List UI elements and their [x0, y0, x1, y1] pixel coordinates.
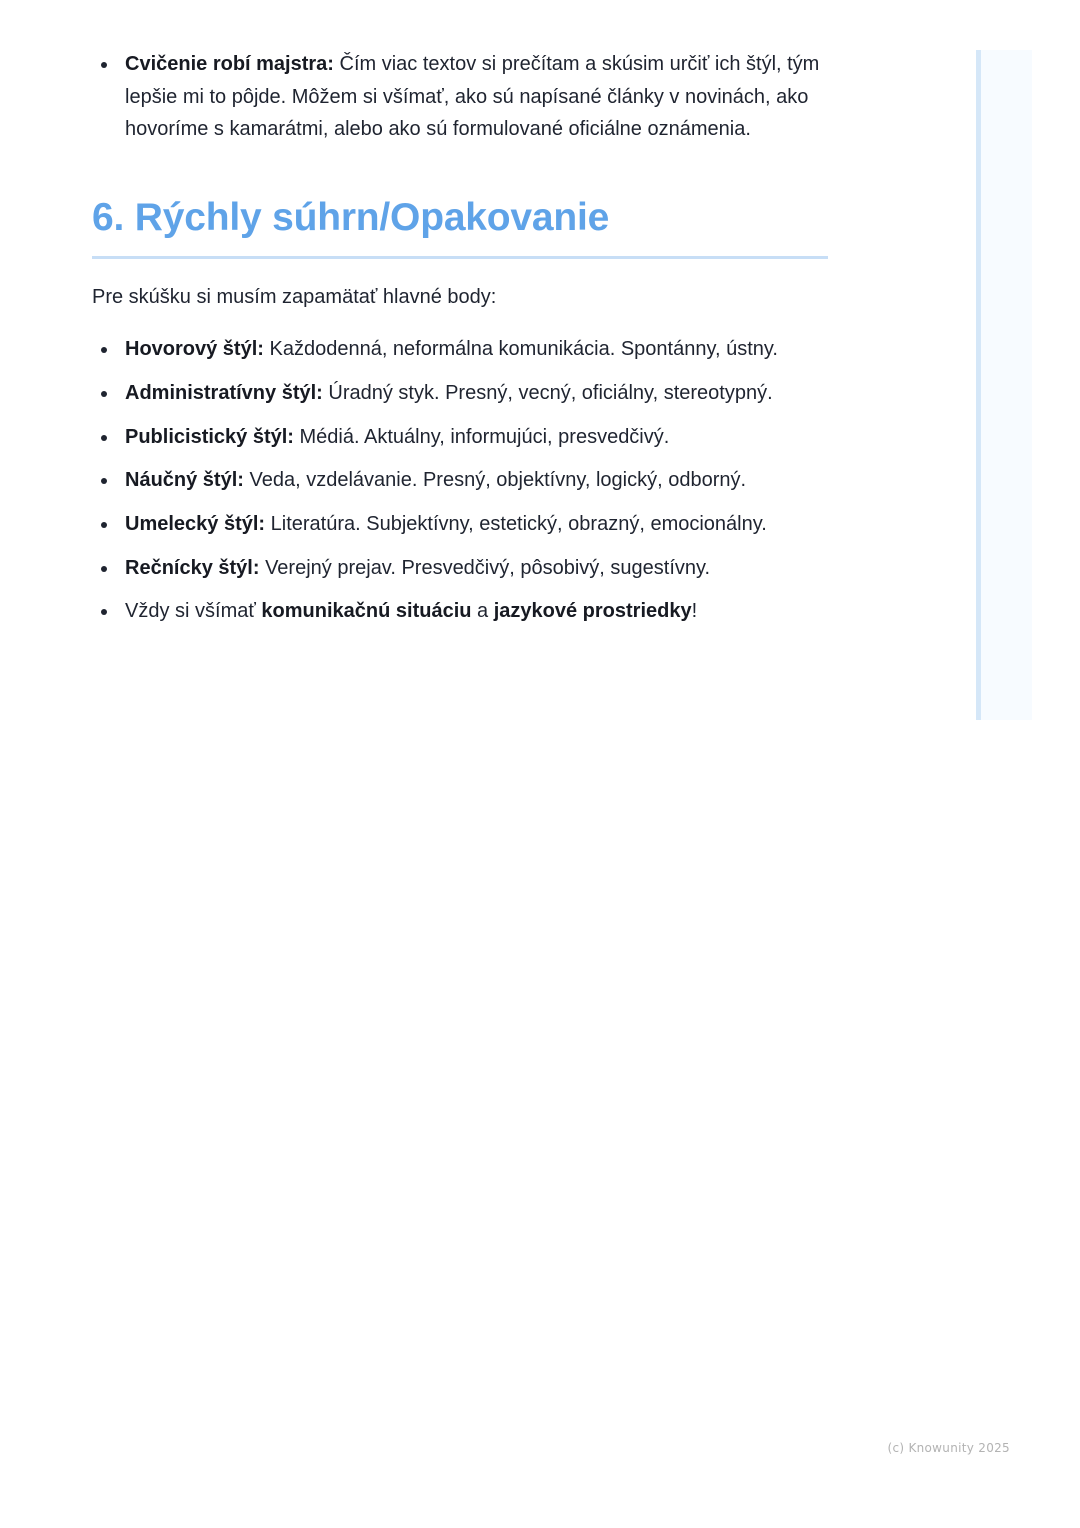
list-item	[92, 464, 828, 497]
list-item	[92, 508, 828, 541]
list-item	[92, 333, 828, 366]
list-item-term: Rečnícky štýl:	[125, 556, 260, 579]
document-content	[92, 48, 828, 639]
copyright-footer: (c) Knowunity 2025	[887, 1441, 1010, 1455]
list-item-term: komunikačnú situáciu	[261, 600, 472, 623]
list-item	[92, 377, 828, 410]
tips-list	[92, 48, 828, 146]
list-item-text: Literatúra. Subjektívny, estetický, obrazný, emocionálny.	[265, 512, 767, 535]
list-item-text: Veda, vzdelávanie. Presný, objektívny, logický, odborný.	[243, 469, 747, 492]
list-item	[92, 552, 828, 585]
list-item	[92, 595, 828, 628]
section-heading: 6. Rýchly súhrn/Opakovanie	[92, 192, 828, 259]
list-item-text: a	[471, 600, 494, 623]
section-intro: Pre skúšku si musím zapamätať hlavné body:	[92, 286, 497, 309]
list-item-term: jazykové prostriedky	[493, 600, 692, 623]
list-item	[92, 421, 828, 454]
list-item-text: Médiá. Aktuálny, informujúci, presvedčivý.	[293, 425, 670, 448]
list-item	[92, 48, 828, 146]
list-item-text: Každodenná, neformálna komunikácia. Spontánny, ústny.	[263, 338, 778, 361]
sidebar-panel	[976, 50, 1032, 720]
list-item-term: Umelecký štýl:	[125, 512, 266, 535]
list-item-text: Vždy si všímať	[125, 600, 262, 623]
list-item-text: Verejný prejav. Presvedčivý, pôsobivý, sugestívny.	[259, 556, 711, 579]
list-item-text: Úradný styk. Presný, vecný, oficiálny, stereotypný.	[322, 381, 773, 404]
list-item-text: !	[691, 600, 698, 623]
list-item-term: Administratívny štýl:	[125, 381, 323, 404]
list-item-term: Hovorový štýl:	[125, 338, 264, 361]
list-item-term: Publicistický štýl:	[125, 425, 294, 448]
summary-list	[92, 333, 828, 628]
list-item-text: Čím viac textov si prečítam a skúsim určiť ich štýl, tým lepšie mi to pôjde. Môžem si všímať, ako sú napísané články v novinách, ako hovoríme s kamarátmi, alebo ako sú formulované oficiálne oznámenia.	[125, 53, 820, 141]
list-item-term: Náučný štýl:	[125, 469, 244, 492]
list-item-term: Cvičenie robí majstra:	[125, 53, 334, 75]
